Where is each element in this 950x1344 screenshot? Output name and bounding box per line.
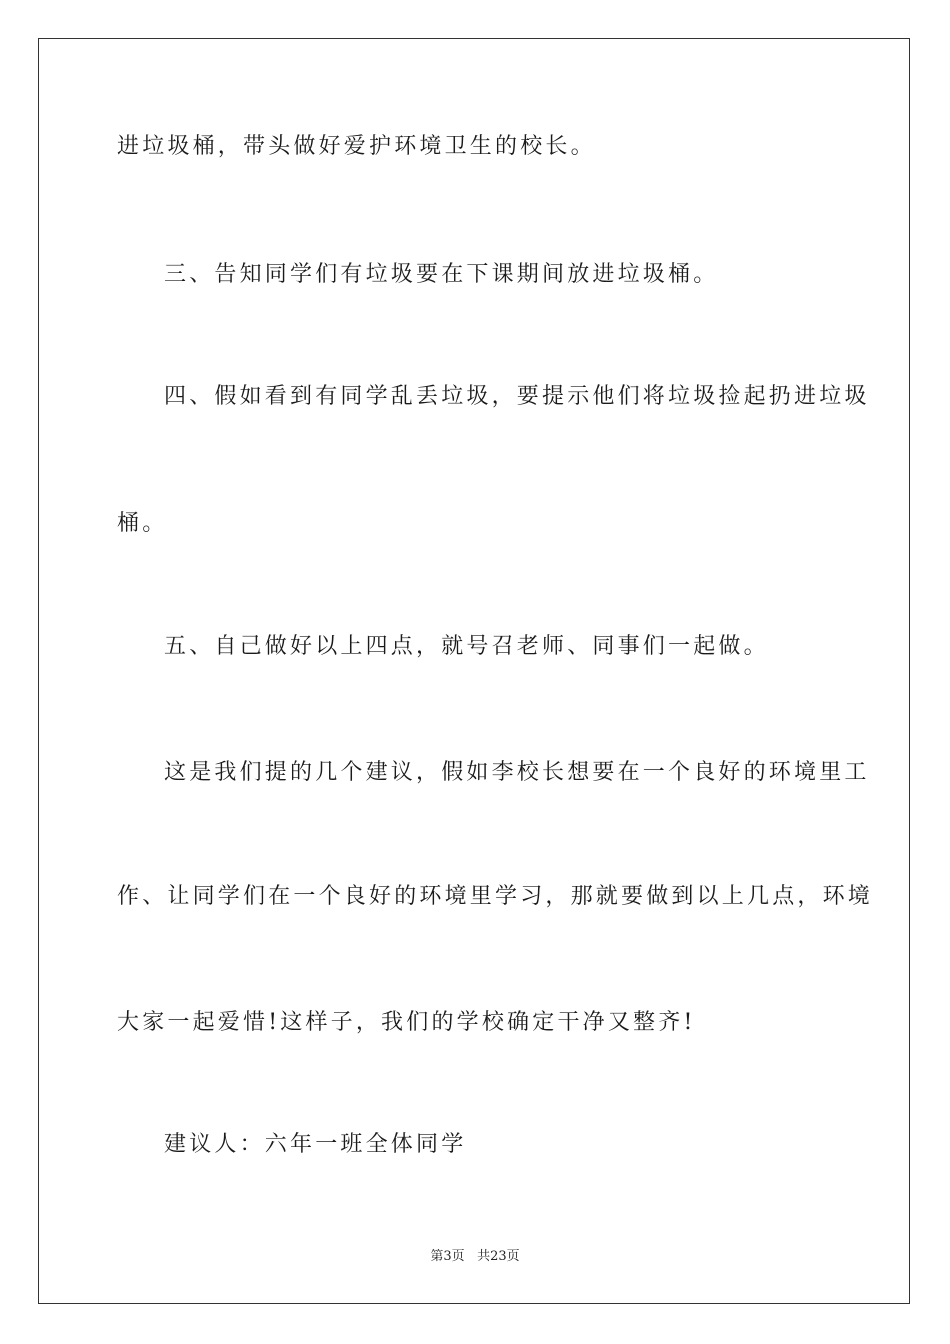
page-footer <box>0 1248 950 1266</box>
page-frame <box>38 38 910 1304</box>
paragraph-line: 桶。 <box>117 511 168 536</box>
paragraph-line: 大家一起爱惜!这样子，我们的学校确定干净又整齐! <box>117 1010 696 1035</box>
page-number: 第3页 <box>430 1249 465 1264</box>
page-total: 共23页 <box>477 1249 520 1264</box>
signature-line: 建议人：六年一班全体同学 <box>164 1132 467 1157</box>
paragraph-line: 作、让同学们在一个良好的环境里学习，那就要做到以上几点，环境 <box>117 884 874 909</box>
paragraph-line: 五、自己做好以上四点，就号召老师、同事们一起做。 <box>164 634 769 659</box>
paragraph-line: 三、告知同学们有垃圾要在下课期间放进垃圾桶。 <box>164 262 719 287</box>
paragraph-line: 这是我们提的几个建议，假如李校长想要在一个良好的环境里工 <box>164 760 870 785</box>
paragraph-line: 四、假如看到有同学乱丢垃圾，要提示他们将垃圾捡起扔进垃圾 <box>164 384 870 409</box>
paragraph-line: 进垃圾桶，带头做好爱护环境卫生的校长。 <box>117 134 596 159</box>
